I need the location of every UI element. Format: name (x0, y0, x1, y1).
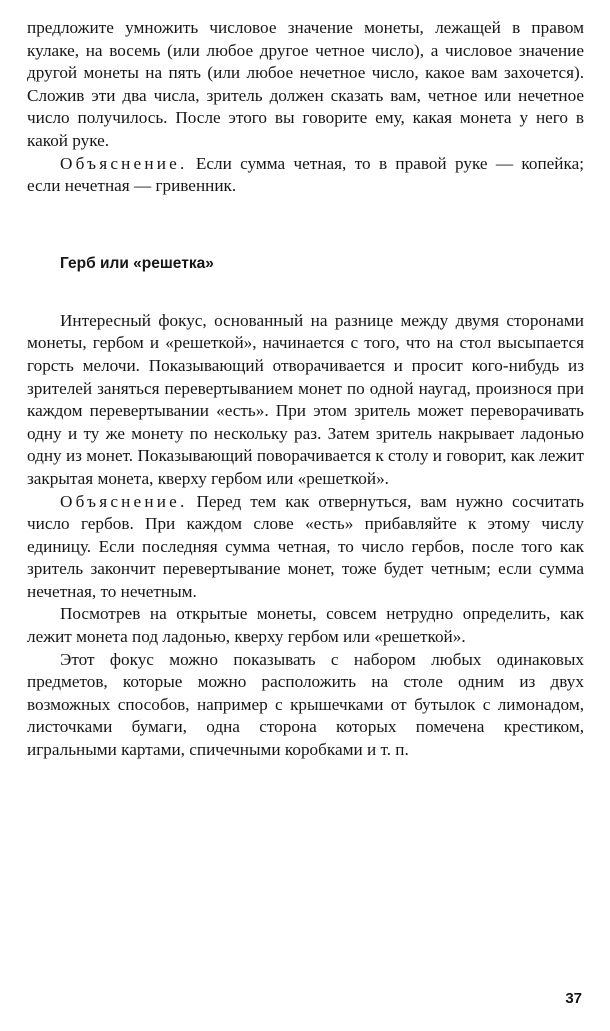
section-coat-of-arms (27, 254, 584, 762)
paragraph: Посмотрев на открытые монеты, совсем нетрудно определить, как лежит монета под ладонью, кверху гербом или «решеткой». (27, 604, 584, 647)
explanation-text: Если сумма четная, то в правой руке — копейка; если нечетная — гривенник. (27, 153, 585, 196)
explanation-label: Объяснение. (60, 491, 188, 511)
explanation-text: Перед тем как отвернуться, вам нужно сосчитать число гербов. При каждом слове «есть» прибавляйте к этому числу единицу. Если последняя сумма четная, то число гербов, после того как зритель закончит перевертывание монет, тоже будет четным; если сумма нечетная, то нечетным. (27, 491, 584, 601)
explanation-paragraph (27, 491, 584, 604)
paragraph: предложите умножить числовое значение монеты, лежащей в правом кулаке, на восемь (или любое другое четное число), а числовое значение другой монеты на пять (или любое нечетное число, какое вам захочется). Сложив эти два числа, зритель должен сказать вам, четное или нечетное число получилось. После этого вы говорите ему, какая монета у него в какой руке. (27, 18, 584, 150)
paragraph: Интересный фокус, основанный на разнице между двумя сторонами монеты, гербом и «решеткой», начинается с того, что на стол высыпается горсть мелочи. Показывающий отворачивается и просит кого-нибудь из зрителей заняться перевертыванием монет по одной наугад, произнося при каждом перевертывании «есть». При этом зритель может переворачивать одну и ту же монету по нескольку раз. Затем зритель накрывает ладонью одну из монет. Показывающий поворачивается к столу и говорит, как лежит закрытая монета, кверху гербом или «решеткой». (27, 310, 584, 488)
section-heading: Герб или «решетка» (60, 254, 214, 272)
section-coins-parity (27, 17, 584, 198)
paragraph: Этот фокус можно показывать с набором любых одинаковых предметов, которые можно расположить на столе одним из двух возможных способов, например с крышечками от бутылок с лимонадом, листочками бумаги, одна сторона которых помечена крестиком, игральными картами, спичечными коробками и т. п. (27, 649, 584, 760)
explanation-paragraph (27, 153, 584, 198)
page-number: 37 (565, 990, 582, 1007)
explanation-label: Объяснение. (60, 153, 188, 173)
